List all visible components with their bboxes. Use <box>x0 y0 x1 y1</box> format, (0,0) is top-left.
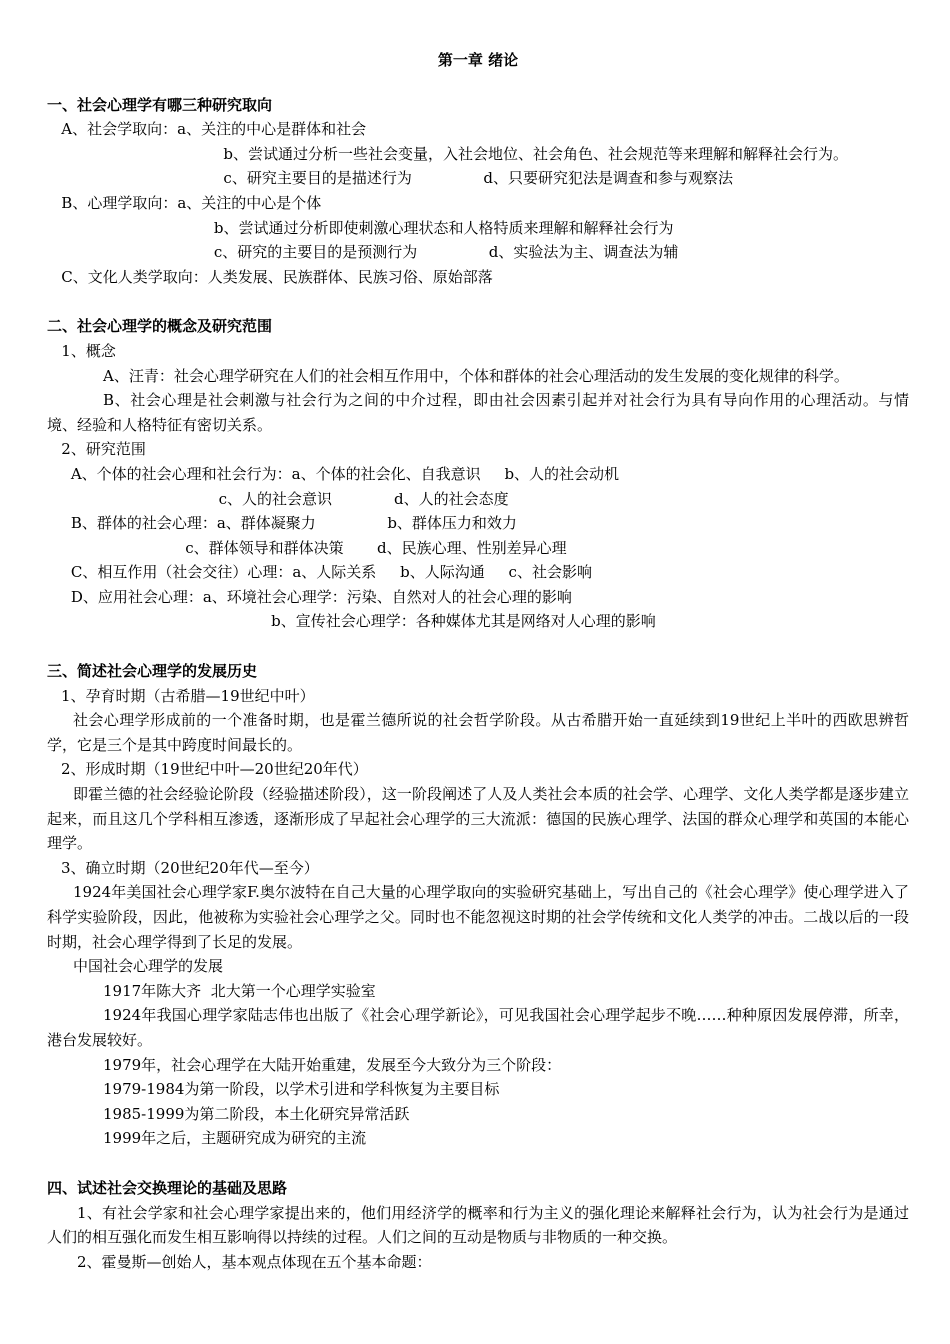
text-line: b、尝试通过分析一些社会变量，入社会地位、社会角色、社会规范等来理解和解释社会行为。 <box>47 144 849 163</box>
paragraph: 社会心理学形成前的一个准备时期，也是霍兰德所说的社会哲学阶段。从古希腊开始一直延续到19世纪上半叶的西欧思辨哲学，它是三个是其中跨度时间最长的。 <box>47 711 909 754</box>
section-concept-scope <box>47 314 909 634</box>
text-line: 1、概念 <box>47 341 116 360</box>
text-line: C、文化人类学取向：人类发展、民族群体、民族习俗、原始部落 <box>47 267 493 286</box>
section-history <box>47 659 909 1151</box>
text-line: B、群体的社会心理：a、群体凝聚力 b、群体压力和效力 <box>47 514 517 533</box>
text-line: 1999年之后，主题研究成为研究的主流 <box>103 1129 367 1148</box>
text-line: 2、研究范围 <box>47 440 146 459</box>
section-heading: 四、试述社会交换理论的基础及思路 <box>47 1178 288 1197</box>
chapter-title: 第一章 绪论 <box>437 51 519 69</box>
section-heading: 一、社会心理学有哪三种研究取向 <box>47 95 273 114</box>
section-research-orientations <box>47 93 909 290</box>
text-line: c、群体领导和群体决策 d、民族心理、性别差异心理 <box>47 538 567 557</box>
paragraph: 1、有社会学家和社会心理学家提出来的，他们用经济学的概率和行为主义的强化理论来解释社会行为，认为社会行为是通过人们的相互强化而发生相互影响得以持续的过程。人们之间的互动是物质与非物质的一种交换。 <box>47 1203 909 1247</box>
text-line: c、研究的主要目的是预测行为 d、实验法为主、调查法为辅 <box>47 243 679 262</box>
text-line: 1917年陈大齐 北大第一个心理学实验室 <box>103 981 376 1000</box>
period-title: 2、形成时期（19世纪中叶—20世纪20年代） <box>61 760 368 779</box>
paragraph: 2、霍曼斯—创始人，基本观点体现在五个基本命题： <box>77 1252 432 1271</box>
text-line: A、社会学取向：a、关注的中心是群体和社会 <box>47 120 367 139</box>
text-line: 1979-1984为第一阶段，以学术引进和学科恢复为主要目标 <box>103 1080 500 1099</box>
text-line: b、尝试通过分析即使刺激心理状态和人格特质来理解和解释社会行为 <box>47 218 674 237</box>
section-social-exchange <box>47 1176 909 1274</box>
text-line: c、研究主要目的是描述行为 d、只要研究犯法是调查和参与观察法 <box>47 169 733 188</box>
period-title: 1、孕育时期（古希腊—19世纪中叶） <box>61 686 315 705</box>
text-line: b、宣传社会心理学：各种媒体尤其是网络对人心理的影响 <box>47 612 656 631</box>
paragraph: 1924年我国心理学家陆志伟也出版了《社会心理学新论》，可见我国社会心理学起步不晚……种种原因发展停滞，所幸，港台发展较好。 <box>47 1006 909 1049</box>
text-line: A、个体的社会心理和社会行为：a、个体的社会化、自我意识 b、人的社会动机 <box>47 464 620 483</box>
text-line: D、应用社会心理：a、环境社会心理学：污染、自然对人的社会心理的影响 <box>47 587 572 606</box>
subsection-title: 中国社会心理学的发展 <box>73 957 224 976</box>
text-line: 1979年，社会心理学在大陆开始重建，发展至今大致分为三个阶段： <box>103 1055 562 1074</box>
document-page <box>47 48 909 1274</box>
text-line: B、心理学取向：a、关注的中心是个体 <box>47 193 322 212</box>
period-title: 3、确立时期（20世纪20年代—至今） <box>61 858 319 877</box>
paragraph: A、汪青：社会心理学研究在人们的社会相互作用中，个体和群体的社会心理活动的发生发展的变化规律的科学。 <box>103 366 849 385</box>
paragraph: 1924年美国社会心理学家F.奥尔波特在自己大量的心理学取向的实验研究基础上，写出自己的《社会心理学》使心理学进入了科学实验阶段，因此，他被称为实验社会心理学之父。同时也不能忽视这时期的社会学传统和文化人类学的冲击。二战以后的一段时期，社会心理学得到了长足的发展。 <box>47 883 909 951</box>
paragraph: 即霍兰德的社会经验论阶段（经验描述阶段），这一阶段阐述了人及人类社会本质的社会学、心理学、文化人类学都是逐步建立起来，而且这几个学科相互渗透，逐渐形成了早起社会心理学的三大流派：德国的民族心理学、法国的群众心理学和英国的本能心理学。 <box>47 785 909 853</box>
paragraph: B、社会心理是社会刺激与社会行为之间的中介过程，即由社会因素引起并对社会行为具有导向作用的心理活动。与情境、经验和人格特征有密切关系。 <box>47 391 909 434</box>
section-heading: 二、社会心理学的概念及研究范围 <box>47 317 273 336</box>
text-line: 1985-1999为第二阶段，本土化研究异常活跃 <box>103 1104 410 1123</box>
text-line: C、相互作用（社会交往）心理：a、人际关系 b、人际沟通 c、社会影响 <box>47 563 592 582</box>
text-line: c、人的社会意识 d、人的社会态度 <box>47 489 509 508</box>
section-heading: 三、简述社会心理学的发展历史 <box>47 662 258 681</box>
